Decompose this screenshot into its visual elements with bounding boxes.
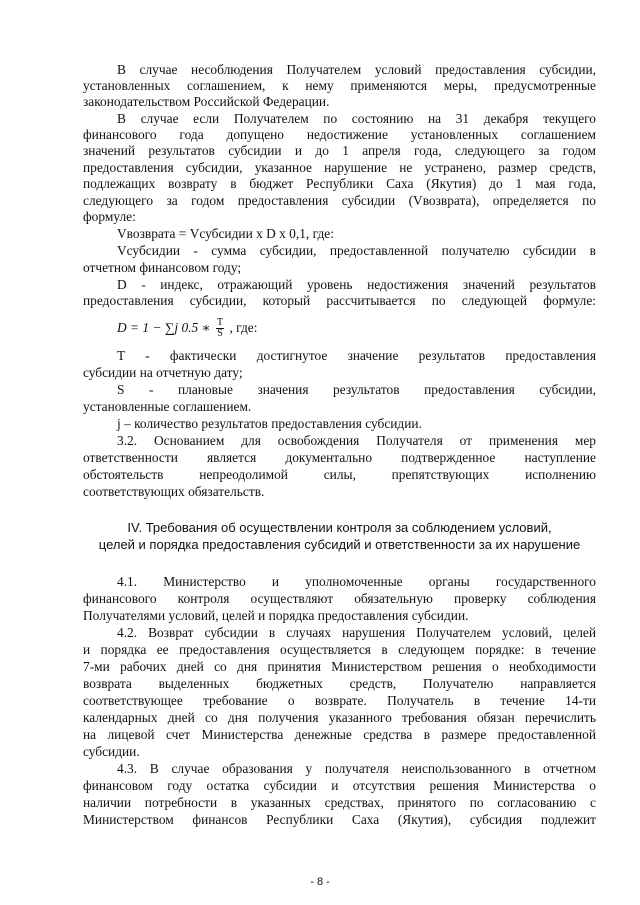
paragraph-line: обстоятельств непреодолимой силы, препятствующих исполнению xyxy=(83,467,596,482)
paragraph-line: предоставления субсидии, указанное нарушение не устранено, размер средств, xyxy=(83,160,596,175)
paragraph-line: установленных соглашением, к нему применяются меры, предусмотренные xyxy=(83,78,596,93)
paragraph-line: В случае если Получателем по состоянию на 31 декабря текущего xyxy=(117,111,596,126)
paragraph-line: ответственности является документально подтвержденное наступление xyxy=(83,450,596,465)
formula-line: Vвозврата = Vсубсидии x D x 0,1, где: xyxy=(117,226,334,241)
paragraph-line: D - индекс, отражающий уровень недостижения значений результатов xyxy=(117,277,596,292)
paragraph-line: наличии потребности в указанных средствах, принятого по согласованию с xyxy=(83,795,596,810)
paragraph-line: подлежащих возврату в бюджет Республики Саха (Якутия) до 1 мая года, xyxy=(83,176,596,191)
paragraph-line: отчетном финансовом году; xyxy=(83,260,242,275)
paragraph-line: и порядка ее предоставления осуществляется в следующем порядке: в течение xyxy=(83,642,596,657)
formula-fraction xyxy=(216,318,224,339)
paragraph-line: Получателями условий, целей и порядка предоставления субсидии. xyxy=(83,608,469,623)
paragraph-line: субсидии на отчетную дату; xyxy=(83,365,243,380)
paragraph-line: В случае несоблюдения Получателем условий предоставления субсидии, xyxy=(117,62,596,77)
paragraph-line: установленные соглашением. xyxy=(83,399,252,414)
paragraph-line: значений результатов субсидии и до 1 апреля года, следующего за годом xyxy=(83,143,596,158)
paragraph-line: формуле: xyxy=(83,209,136,224)
paragraph-line: S - плановые значения результатов предоставления субсидии, xyxy=(117,382,596,397)
paragraph-line: 7-ми рабочих дней со дня принятия Министерством решения о необходимости xyxy=(83,659,596,674)
formula-lhs: D = 1 − ∑j 0.5 ∗ xyxy=(117,320,211,335)
paragraph-line: 4.2. Возврат субсидии в случаях нарушения Получателем условий, целей xyxy=(117,625,596,640)
paragraph-line: возврата выделенных бюджетных средств, Получателю направляется xyxy=(83,676,596,691)
paragraph-line: следующего за годом предоставления субсидии (Vвозврата), определяется по xyxy=(83,193,596,208)
index-formula xyxy=(117,316,596,340)
paragraph-line: j – количество результатов предоставления субсидии. xyxy=(117,416,422,431)
paragraph-line: Министерством финансов Республики Саха (Якутия), субсидия подлежит xyxy=(83,812,596,827)
section-heading: IV. Требования об осуществлении контроля за соблюдением условий, xyxy=(127,520,552,535)
paragraph-line: на лицевой счет Министерства денежные средства в размере предоставленной xyxy=(83,727,596,742)
page-number: - 8 - xyxy=(310,876,330,888)
paragraph-line: 4.1. Министерство и уполномоченные органы государственного xyxy=(117,574,596,589)
paragraph-line: Vсубсидии - сумма субсидии, предоставленной получателю субсидии в xyxy=(117,243,596,258)
paragraph-line: соответствующее требование о возврате. Получатель в течение 14-ти xyxy=(83,693,596,708)
paragraph-line: законодательством Российской Федерации. xyxy=(83,94,330,109)
formula-tail: , где: xyxy=(229,320,258,335)
paragraph-line: финансового года допущено недостижение установленных соглашением xyxy=(83,127,596,142)
paragraph-line: финансового контроля осуществляют обязательную проверку соблюдения xyxy=(83,591,596,606)
paragraph-line: T - фактически достигнутое значение результатов предоставления xyxy=(117,348,596,363)
section-heading: целей и порядка предоставления субсидий и ответственности за их нарушение xyxy=(98,537,581,552)
formula-numerator: T xyxy=(217,317,224,329)
paragraph-line: 3.2. Основанием для освобождения Получателя от применения мер xyxy=(117,433,596,448)
paragraph-line: предоставления субсидии, который рассчитывается по следующей формуле: xyxy=(83,293,596,308)
paragraph-line: соответствующих обязательств. xyxy=(83,484,265,499)
paragraph-line: субсидии. xyxy=(83,744,140,759)
paragraph-line: 4.3. В случае образования у получателя неиспользованного в отчетном xyxy=(117,761,596,776)
paragraph-line: календарных дней со дня получения указанного требования обязан перечислить xyxy=(83,710,596,725)
formula-denominator: S xyxy=(217,328,223,340)
paragraph-line: финансовом году остатка субсидии и отсутствия решения Министерства о xyxy=(83,778,596,793)
